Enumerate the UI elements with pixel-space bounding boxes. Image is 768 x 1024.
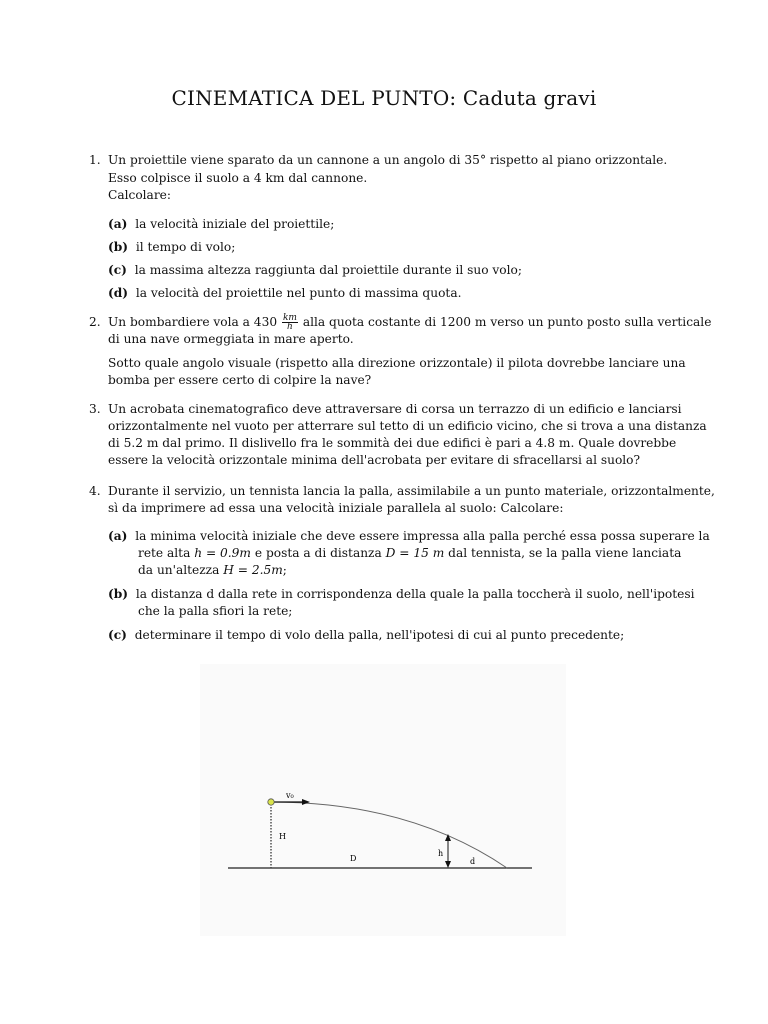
velocity-arrowhead: [302, 799, 310, 805]
problem-2-number: 2.: [89, 315, 101, 329]
item-label: (b): [108, 587, 129, 601]
problem-1-number: 1.: [89, 153, 101, 167]
item-label: (c): [108, 628, 127, 642]
item-text: la distanza d dalla rete in corrispondenza della quale la palla toccherà il suolo, nell'ipotesi: [135, 587, 695, 601]
problem-1-line-2: Esso colpisce il suolo a 4 km dal cannone.: [108, 171, 368, 185]
math-D: D = 15 m: [385, 546, 445, 560]
fraction-numerator: km: [282, 313, 297, 323]
item-text: la velocità del proiettile nel punto di massima quota.: [135, 286, 462, 300]
item-label: (a): [108, 217, 128, 231]
problem-3-line-4: essere la velocità orizzontale minima dell'acrobata per evitare di sfracellarsi al suolo?: [108, 453, 641, 467]
text: da un'altezza: [138, 563, 224, 577]
problem-4-item-c: [108, 627, 624, 644]
text: ;: [282, 563, 287, 577]
text: dal tennista, se la palla viene lanciata: [444, 546, 682, 560]
label-H: H: [279, 832, 286, 841]
problem-1-item-b: [108, 239, 235, 256]
tennis-serve-diagram: [200, 664, 566, 936]
problem-2-line-2: di una nave ormeggiata in mare aperto.: [108, 332, 354, 346]
text: e posta a di distanza: [250, 546, 386, 560]
problem-4-line-1: Durante il servizio, un tennista lancia la palla, assimilabile a un punto materiale, orizzontalmente,: [108, 484, 715, 498]
problem-1-line-3: Calcolare:: [108, 188, 171, 202]
diagram-svg: [200, 664, 566, 936]
problem-4-item-b-line-1: [108, 586, 695, 603]
problem-1-item-c: [108, 262, 522, 279]
problem-4-line-2: sì da imprimere ad essa una velocità iniziale parallela al suolo: Calcolare:: [108, 501, 564, 515]
problem-1-item-d: [108, 285, 461, 302]
problem-1-item-a: [108, 216, 334, 233]
item-label: (a): [108, 529, 128, 543]
item-text: il tempo di volo;: [135, 240, 236, 254]
problem-4-item-b-line-2: che la palla sfiori la rete;: [138, 604, 293, 618]
label-d: d: [470, 857, 476, 866]
problem-3-line-2: orizzontalmente nel vuoto per atterrare sul tetto di un edificio vicino, che si trova a una distanza: [108, 419, 707, 433]
item-text: la minima velocità iniziale che deve essere impressa alla palla perché essa possa superare la: [135, 529, 710, 543]
item-text: la velocità iniziale del proiettile;: [135, 217, 335, 231]
label-h: h: [438, 849, 444, 858]
item-text: la massima altezza raggiunta dal proiettile durante il suo volo;: [134, 263, 522, 277]
fraction-denominator: h: [287, 322, 293, 332]
problem-4-item-a-line-1: [108, 528, 710, 545]
problem-1-line-1: Un proiettile viene sparato da un cannone a un angolo di 35° rispetto al piano orizzontale.: [108, 153, 668, 167]
problem-2-line-3: Sotto quale angolo visuale (rispetto alla direzione orizzontale) il pilota dovrebbe lanciare una: [108, 356, 686, 370]
page-title: CINEMATICA DEL PUNTO: Caduta gravi: [171, 86, 597, 110]
text: rete alta: [138, 546, 195, 560]
problem-3-line-3: di 5.2 m dal primo. Il dislivello fra le sommità dei due edifici è pari a 4.8 m. Quale dovrebbe: [108, 436, 677, 450]
problem-3-number: 3.: [89, 402, 101, 416]
problem-4-item-a-line-3: [138, 562, 287, 579]
math-H: H = 2.5m: [223, 563, 283, 577]
math-h: h = 0.9m: [194, 546, 251, 560]
label-D: D: [350, 854, 357, 863]
item-label: (d): [108, 286, 129, 300]
net-arrowhead-bottom: [445, 861, 451, 868]
problem-2-text-a: Un bombardiere vola a 430: [108, 315, 278, 329]
problem-2-line-1: [108, 314, 711, 331]
item-text: determinare il tempo di volo della palla, nell'ipotesi di cui al punto precedente;: [134, 628, 625, 642]
problem-3-line-1: Un acrobata cinematografico deve attraversare di corsa un terrazzo di un edificio e lanciarsi: [108, 402, 682, 416]
problem-4-number: 4.: [89, 484, 101, 498]
fraction-km-h: [282, 314, 298, 331]
problem-4-item-a-line-2: [138, 545, 681, 562]
item-label: (b): [108, 240, 129, 254]
problem-2-line-4: bomba per essere certo di colpire la nave?: [108, 373, 372, 387]
problem-2-text-b: alla quota costante di 1200 m verso un punto posto sulla verticale: [302, 315, 712, 329]
label-v0: v₀: [286, 791, 294, 800]
item-label: (c): [108, 263, 127, 277]
ball: [268, 799, 274, 805]
